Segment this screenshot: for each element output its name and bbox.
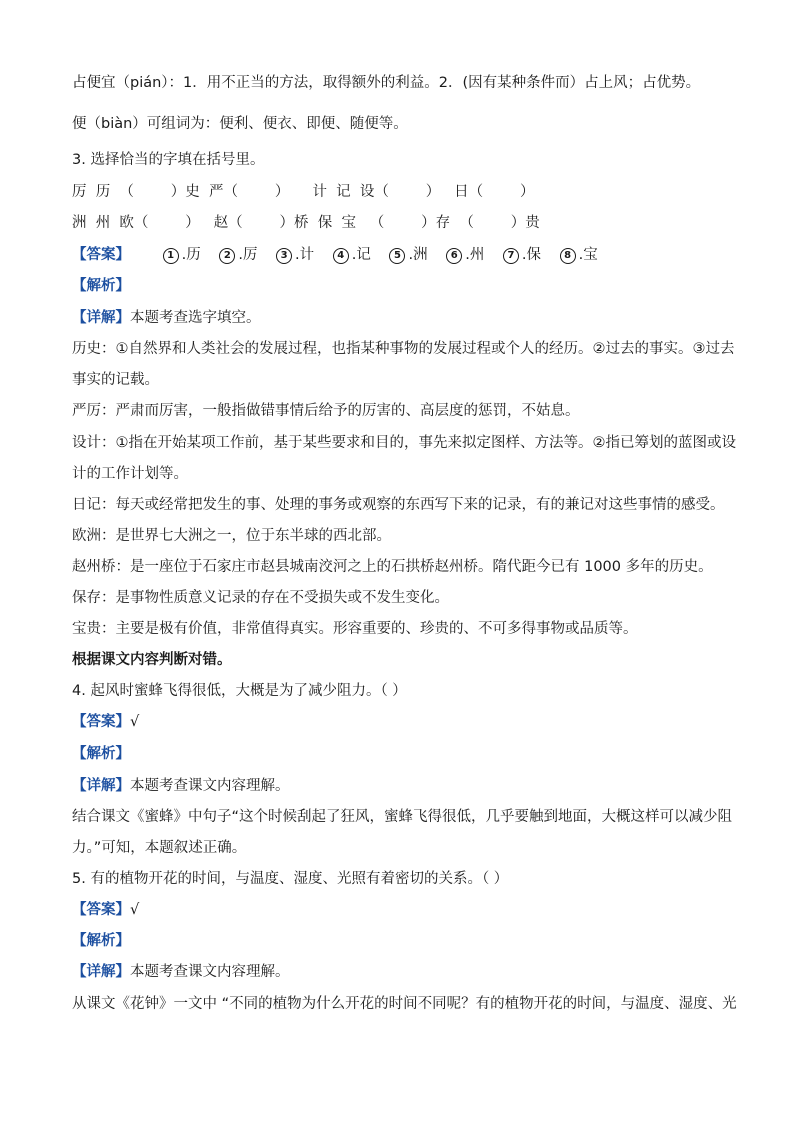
circled-number: 6 xyxy=(446,248,462,264)
answer-text: 历 xyxy=(186,247,201,263)
detail-tag: 【详解】 xyxy=(72,310,130,326)
section-heading: 根据课文内容判断对错。 xyxy=(72,652,232,668)
question-4: 4. 起风时蜜蜂飞得很低，大概是为了减少阻力。（ ） xyxy=(72,683,407,699)
analysis-label: 【解析】 xyxy=(72,933,130,949)
text-line: 欧洲：是世界七大洲之一，位于东半球的西北部。 xyxy=(72,528,391,544)
answer-item: 1 .历 xyxy=(163,245,201,265)
text-line: 历史：①自然界和人类社会的发展过程，也指某种事物的发展过程或个人的经历。②过去的事实。③过去 xyxy=(72,341,735,357)
analysis-tag xyxy=(72,276,130,296)
text-line: 结合课文《蜜蜂》中句子“这个时候刮起了狂风，蜜蜂飞得很低，几乎要触到地面，大概这样可以减少阻 xyxy=(72,809,733,825)
answer-item: 2 .厉 xyxy=(219,245,257,265)
circled-number: 1 xyxy=(163,248,179,264)
answer-tag: 【答案】 xyxy=(72,714,130,730)
detail-text: 本题考查选字填空。 xyxy=(130,310,261,326)
detail-text: 本题考查课文内容理解。 xyxy=(130,964,290,980)
circled-number: 3 xyxy=(276,248,292,264)
text-line: 占便宜（pián）：1．用不正当的方法，取得额外的利益。2．(因有某种条件而）占上风；占优势。 xyxy=(72,75,701,91)
text-line: 便（biàn）可组词为：便利、便衣、即便、随便等。 xyxy=(72,116,408,132)
answer-item: 5 .洲 xyxy=(389,245,427,265)
text-line: 保存：是事物性质意义记录的存在不受损失或不发生变化。 xyxy=(72,590,449,606)
circled-number: 2 xyxy=(219,248,235,264)
detail-tag: 【详解】 xyxy=(72,964,130,980)
analysis-label: 【解析】 xyxy=(72,278,130,294)
answer-text: 保 xyxy=(526,247,542,263)
question-3-row-1: 厉 历 （ ）史 严（ ） 计 记 设（ ） 日（ ） xyxy=(72,184,535,200)
question-5: 5. 有的植物开花的时间，与温度、湿度、光照有着密切的关系。（ ） xyxy=(72,871,509,887)
analysis-tag xyxy=(72,931,130,951)
text-line: 赵州桥：是一座位于石家庄市赵县城南洨河之上的石拱桥赵州桥。隋代距今已有 1000 多年的历史。 xyxy=(72,559,713,575)
question-3: 3. 选择恰当的字填在括号里。 xyxy=(72,152,265,168)
answer-text: 宝 xyxy=(583,247,598,263)
detail-line xyxy=(72,776,290,796)
detail-line xyxy=(72,308,261,328)
text-line: 计的工作计划等。 xyxy=(72,466,188,482)
answer-tag: 【答案】 xyxy=(72,902,130,918)
answer-item: 3 .计 xyxy=(276,245,314,265)
answer-line xyxy=(72,900,139,920)
text-line: 严厉：严肃而厉害，一般指做错事情后给予的厉害的、高层度的惩罚，不姑息。 xyxy=(72,403,580,419)
answer-text: 洲 xyxy=(413,247,428,263)
answer-line xyxy=(72,245,598,265)
circled-number: 4 xyxy=(333,248,349,264)
answer-item: 8 .宝 xyxy=(560,245,598,265)
answer-text: 州 xyxy=(469,247,485,263)
detail-text: 本题考查课文内容理解。 xyxy=(130,778,290,794)
circled-number: 8 xyxy=(560,248,576,264)
circled-number: 7 xyxy=(503,248,519,264)
check-mark: √ xyxy=(130,902,140,918)
text-line: 日记：每天或经常把发生的事、处理的事务或观察的东西写下来的记录，有的兼记对这些事情的感受。 xyxy=(72,497,725,513)
answer-item: 7 .保 xyxy=(503,245,541,265)
answer-text: 记 xyxy=(356,247,371,263)
answer-text: 厉 xyxy=(242,247,258,263)
answer-item: 6 .州 xyxy=(446,245,484,265)
circled-number: 5 xyxy=(389,248,405,264)
answer-tag: 【答案】 xyxy=(72,247,130,263)
analysis-tag xyxy=(72,744,130,764)
detail-line xyxy=(72,962,290,982)
detail-tag: 【详解】 xyxy=(72,778,130,794)
analysis-label: 【解析】 xyxy=(72,746,130,762)
text-line: 设计：①指在开始某项工作前，基于某些要求和目的，事先来拟定图样、方法等。②指已筹划的蓝图或设 xyxy=(72,435,736,451)
question-3-row-2: 洲 州 欧（ ） 赵（ ）桥 保 宝 （ ）存 （ ）贵 xyxy=(72,215,540,231)
text-line: 从课文《花钟》一文中 “不同的植物为什么开花的时间不同呢？有的植物开花的时间，与温度、湿度、光 xyxy=(72,996,737,1012)
answer-line xyxy=(72,712,139,732)
answer-item: 4 .记 xyxy=(333,245,371,265)
text-line: 宝贵：主要是极有价值，非常值得真实。形容重要的、珍贵的、不可多得事物或品质等。 xyxy=(72,621,638,637)
check-mark: √ xyxy=(130,714,140,730)
text-line: 力。”可知，本题叙述正确。 xyxy=(72,840,247,856)
answer-text: 计 xyxy=(299,247,315,263)
text-line: 事实的记载。 xyxy=(72,372,159,388)
